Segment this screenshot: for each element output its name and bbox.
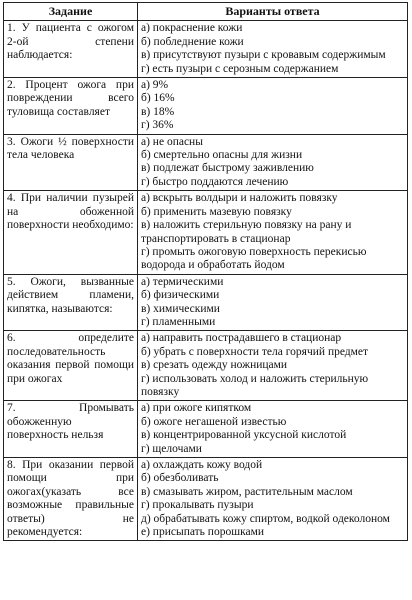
answer-option: б) 16%	[141, 92, 175, 105]
answer-option: б) побледнение кожи	[141, 35, 244, 48]
answer-option: е) присыпать порошками	[141, 526, 265, 539]
answer-option: а) направить пострадавшего в стационар	[141, 332, 342, 345]
answer-option: а) термическими	[141, 275, 224, 288]
header-options: Варианты ответа	[138, 3, 408, 21]
answer-option: в) смазывать жиром, растительным маслом	[141, 485, 353, 498]
answer-option: г) щелочами	[141, 442, 202, 455]
answer-option: д) обрабатывать кожу спиртом, водкой одеколоном	[141, 512, 390, 525]
options-cell	[138, 134, 408, 191]
answer-option: в) подлежат быстрому заживлению	[141, 162, 314, 175]
answer-option: а) при ожоге кипятком	[141, 402, 252, 415]
options-cell	[138, 21, 408, 78]
table-row	[4, 331, 408, 401]
question-cell: 4. При наличии пузырей на обоженной поверхности необходимо:	[4, 191, 138, 274]
question-cell: 5. Ожоги, вызванные действием пламени, кипятка, называются:	[4, 274, 138, 331]
header-task: Задание	[4, 3, 138, 21]
table-row	[4, 401, 408, 458]
question-cell: 7. Промывать обожженную поверхность нельзя	[4, 401, 138, 458]
table-row	[4, 78, 408, 135]
answer-option: г) использовать холод и наложить стерильную повязку	[141, 372, 369, 398]
options-cell	[138, 331, 408, 401]
answer-option: в) химическими	[141, 302, 220, 315]
quiz-table	[3, 2, 408, 541]
answer-option: в) концентрированной уксусной кислотой	[141, 429, 347, 442]
options-cell	[138, 401, 408, 458]
answer-option: в) срезать одежду ножницами	[141, 359, 288, 372]
header-row	[4, 3, 408, 21]
table-row	[4, 134, 408, 191]
answer-option: в) наложить стерильную повязку на рану и транспортировать в стационар	[141, 219, 352, 245]
answer-option: а) не опасны	[141, 135, 203, 148]
answer-option: а) вскрыть волдыри и наложить повязку	[141, 192, 338, 205]
answer-option: а) 9%	[141, 79, 169, 92]
answer-option: б) убрать с поверхности тела горячий предмет	[141, 345, 369, 358]
answer-option: г) быстро поддаются лечению	[141, 175, 289, 188]
options-cell	[138, 458, 408, 541]
question-cell: 8. При оказании первой помощи при ожогах(указать все возможные правильные ответы) не рекомендуется:	[4, 458, 138, 541]
answer-option: в) присутствуют пузыри с кровавым содержимым	[141, 49, 386, 62]
table-row	[4, 191, 408, 274]
table-row	[4, 21, 408, 78]
answer-option: б) обезболивать	[141, 472, 219, 485]
question-cell: 2. Процент ожога при повреждении всего туловища составляет	[4, 78, 138, 135]
question-cell: 6. определите последовательность оказания первой помощи при ожогах	[4, 331, 138, 401]
table-row	[4, 274, 408, 331]
options-cell	[138, 191, 408, 274]
answer-option: г) есть пузыри с серозным содержанием	[141, 62, 339, 75]
answer-option: а) охлаждать кожу водой	[141, 459, 263, 471]
answer-option: б) физическими	[141, 289, 220, 302]
answer-option: а) покраснение кожи	[141, 22, 243, 35]
options-cell	[138, 274, 408, 331]
answer-option: г) прокалывать пузыри	[141, 499, 254, 512]
options-cell	[138, 78, 408, 135]
answer-option: в) 18%	[141, 105, 175, 118]
answer-option: г) промыть ожоговую поверхность перекисью водорода и обработать йодом	[141, 245, 367, 272]
answer-option: б) смертельно опасны для жизни	[141, 149, 303, 162]
table-row	[4, 458, 408, 541]
answer-option: б) ожоге негашеной известью	[141, 415, 287, 428]
answer-option: б) применить мазевую повязку	[141, 205, 292, 218]
answer-option: г) 36%	[141, 119, 174, 132]
question-cell: 3. Ожоги ½ поверхности тела человека	[4, 134, 138, 191]
question-cell: 1. У пациента с ожогом 2-ой степени наблюдается:	[4, 21, 138, 78]
answer-option: г) пламенными	[141, 315, 216, 328]
